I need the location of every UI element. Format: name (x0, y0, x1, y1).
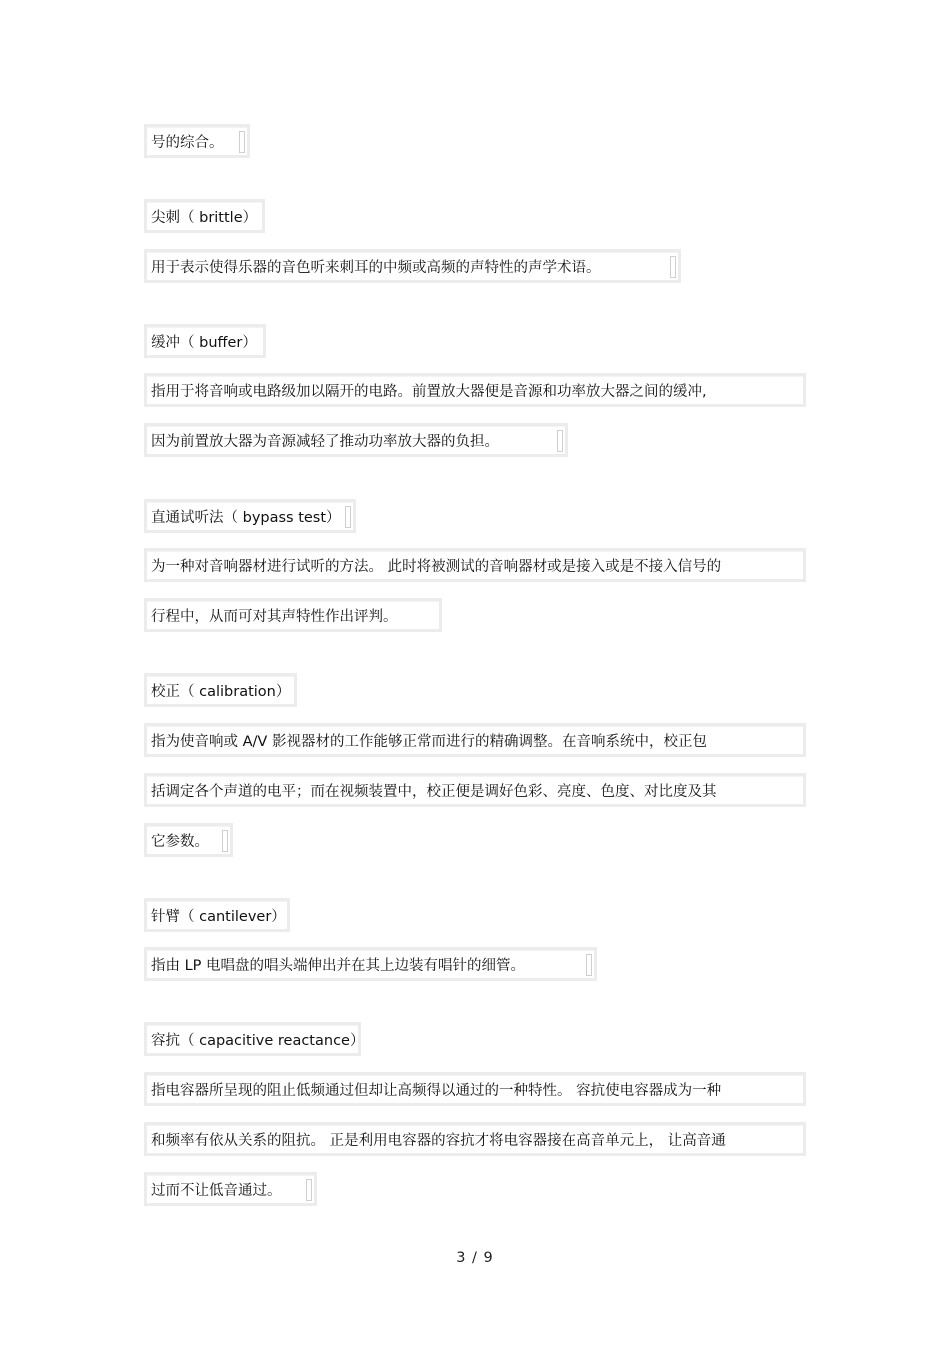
line-text: 它参数。 (151, 834, 209, 850)
line-end-marker (222, 830, 228, 852)
term-text: 校正（ calibration） (151, 684, 291, 700)
term-heading (144, 898, 290, 932)
term-text: 容抗（ capacitive reactance） (151, 1033, 365, 1049)
line-end-marker (670, 256, 676, 278)
term-heading (144, 1022, 365, 1056)
text-line (144, 723, 806, 757)
line-end-marker (306, 1179, 312, 1201)
text-line (144, 249, 681, 283)
line-end-marker (586, 954, 592, 976)
line-text: 行程中，从而可对其声特性作出评判。 (151, 609, 398, 625)
line-text: 用于表示使得乐器的音色听来刺耳的中频或高频的声特性的声学术语。 (151, 260, 601, 276)
text-line (144, 124, 250, 158)
text-line (144, 823, 233, 857)
term-heading (144, 199, 265, 233)
line-text: 指由 LP 电唱盘的唱头端伸出并在其上边装有唱针的细管。 (151, 958, 526, 974)
text-line (144, 423, 568, 457)
text-line (144, 773, 806, 807)
term-text: 缓冲（ buffer） (151, 335, 257, 351)
text-line (144, 598, 442, 632)
line-text: 和频率有依从关系的阻抗。 正是利用电容器的容抗才将电容器接在高音单元上， 让高音通 (151, 1133, 726, 1149)
line-text: 指用于将音响或电路级加以隔开的电路。前置放大器便是音源和功率放大器之间的缓冲, (151, 384, 707, 400)
line-text: 因为前置放大器为音源减轻了推动功率放大器的负担。 (151, 434, 499, 450)
line-text: 指为使音响或 A/V 影视器材的工作能够正常而进行的精确调整。在音响系统中，校正包 (151, 734, 707, 750)
term-text: 直通试听法（ bypass test） (151, 510, 341, 526)
text-line (144, 373, 806, 407)
term-heading (144, 324, 266, 358)
line-end-marker (557, 430, 563, 452)
line-end-marker (345, 506, 351, 528)
term-heading (144, 673, 297, 707)
line-text: 号的综合。 (151, 135, 224, 151)
term-text: 针臂（ cantilever） (151, 909, 286, 925)
text-line (144, 1122, 806, 1156)
line-text: 为一种对音响器材进行试听的方法。 此时将被测试的音响器材或是接入或是不接入信号的 (151, 559, 722, 575)
text-line (144, 947, 597, 981)
line-text: 指电容器所呈现的阻止低频通过但却让高频得以通过的一种特性。 容抗使电容器成为一种 (151, 1083, 722, 1099)
text-line (144, 1172, 317, 1206)
line-end-marker (239, 131, 245, 153)
page-number: 3 / 9 (456, 1250, 494, 1266)
text-line (144, 548, 806, 582)
term-text: 尖刺（ brittle） (151, 210, 258, 226)
line-text: 括调定各个声道的电平；而在视频装置中，校正便是调好色彩、亮度、色度、对比度及其 (151, 784, 717, 800)
text-line (144, 1072, 806, 1106)
line-text: 过而不让低音通过。 (151, 1183, 282, 1199)
term-heading (144, 499, 356, 533)
